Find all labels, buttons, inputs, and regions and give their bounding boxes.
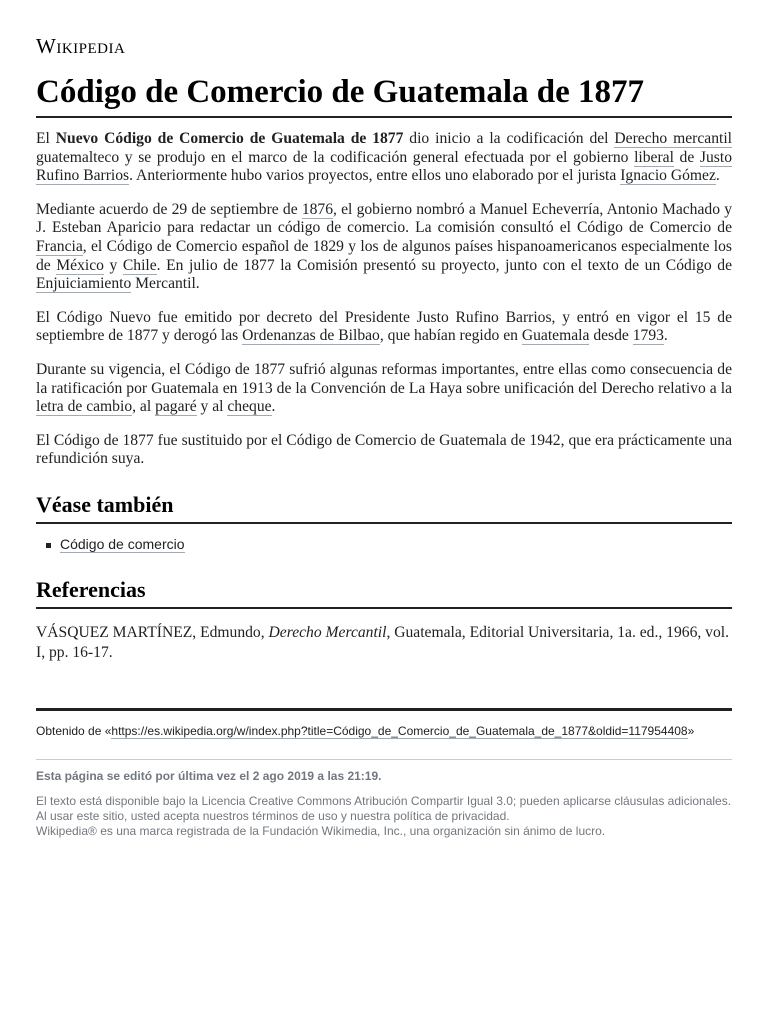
- references-heading: Referencias: [36, 576, 732, 609]
- link-pagare[interactable]: pagaré: [155, 398, 197, 416]
- link-cheque[interactable]: cheque: [227, 398, 272, 416]
- page-title: Código de Comercio de Guatemala de 1877: [36, 72, 732, 118]
- link-1793[interactable]: 1793: [632, 327, 664, 345]
- footer-divider: [36, 708, 732, 711]
- permanent-link[interactable]: https://es.wikipedia.org/w/index.php?title=Código_de_Comercio_de_Guatemala_de_1877&oldid=117954408: [111, 723, 688, 738]
- link-chile[interactable]: Chile: [122, 256, 157, 274]
- retrieved-from: Obtenido de «https://es.wikipedia.org/w/index.php?title=Código_de_Comercio_de_Guatemala_de_1877&oldid=117954408»: [36, 723, 695, 738]
- link-codigo-de-comercio[interactable]: Código de comercio: [60, 535, 185, 552]
- license-text: [36, 794, 732, 839]
- paragraph-1: El Nuevo Código de Comercio de Guatemala de 1877 dio inicio a la codificación del Derecho mercantil guatemalteco y se produjo en el marco de la codificación general efectuada por el gobierno liberal de Justo Rufino Barrios. Anteriormente hubo varios proyectos, entre ellos uno elaborado por el jurista Ignacio Gómez.: [36, 130, 732, 185]
- link-letra-de-cambio[interactable]: letra de cambio: [36, 398, 133, 416]
- link-ordenanzas-de-bilbao[interactable]: Ordenanzas de Bilbao: [242, 327, 380, 345]
- paragraph-3: El Código Nuevo fue emitido por decreto del Presidente Justo Rufino Barrios, y entró en vigor el 15 de septiembre de 1877 y derogó las Ordenanzas de Bilbao, que habían regido en Guatemala desde 1793.: [36, 308, 732, 345]
- link-guatemala[interactable]: Guatemala: [521, 327, 590, 345]
- list-item: [60, 534, 732, 554]
- wikipedia-wordmark[interactable]: [36, 32, 732, 60]
- link-mexico[interactable]: México: [56, 256, 104, 274]
- license-line-2: Wikipedia® es una marca registrada de la Fundación Wikimedia, Inc., una organización sin ánimo de lucro.: [36, 823, 606, 838]
- link-1876[interactable]: 1876: [301, 200, 334, 218]
- link-ignacio-gomez[interactable]: Ignacio Gómez: [620, 167, 716, 185]
- link-francia[interactable]: Francia: [36, 237, 83, 255]
- reference-title: Derecho Mercantil: [268, 623, 387, 641]
- wordmark-text: Wikipedia: [36, 34, 126, 58]
- link-derecho-mercantil[interactable]: Derecho mercantil: [614, 130, 732, 147]
- paragraph-4: Durante su vigencia, el Código de 1877 sufrió algunas reformas importantes, entre ellas como consecuencia de la ratificación por Guatemala en 1913 de la Convención de La Haya sobre unificación del Derecho relativo a la letra de cambio, al pagaré y al cheque.: [36, 360, 732, 416]
- license-line-1: El texto está disponible bajo la Licencia Creative Commons Atribución Compartir Igual 3.0; pueden aplicarse cláusulas adicionales. Al usar este sitio, usted acepta nuestros términos de uso y nuestra política de privacidad.: [36, 793, 732, 823]
- link-liberal[interactable]: liberal: [634, 148, 674, 166]
- reference-entry: VÁSQUEZ MARTÍNEZ, Edmundo, Derecho Mercantil, Guatemala, Editorial Universitaria, 1a. ed., 1966, vol. I, pp. 16-17.: [36, 623, 729, 661]
- paragraph-2: Mediante acuerdo de 29 de septiembre de 1876, el gobierno nombró a Manuel Echeverría, Antonio Machado y J. Esteban Aparicio para redactar un código de comercio. La comisión consultó el Código de Comercio de Francia, el Código de Comercio español de 1829 y los de algunos países hispanoamericanos especialmente los de México y Chile. En julio de 1877 la Comisión presentó su proyecto, junto con el texto de un Código de Enjuiciamiento Mercantil.: [36, 200, 733, 293]
- last-edited-text: Esta página se editó por última vez el 2 ago 2019 a las 21:19.: [36, 768, 382, 783]
- see-also-heading: Véase también: [36, 491, 732, 524]
- link-justo-rufino-barrios[interactable]: Justo Rufino Barrios: [36, 148, 732, 185]
- article-body: [36, 130, 732, 469]
- link-enjuiciamiento[interactable]: Enjuiciamiento: [36, 275, 132, 293]
- bold-title: Nuevo Código de Comercio de Guatemala de 1877: [55, 130, 404, 147]
- paragraph-5: El Código de 1877 fue sustituido por el Código de Comercio de Guatemala de 1942, que era prácticamente una refundición suya.: [36, 431, 732, 468]
- footer-thin-divider: [36, 759, 732, 760]
- see-also-list: [36, 534, 732, 554]
